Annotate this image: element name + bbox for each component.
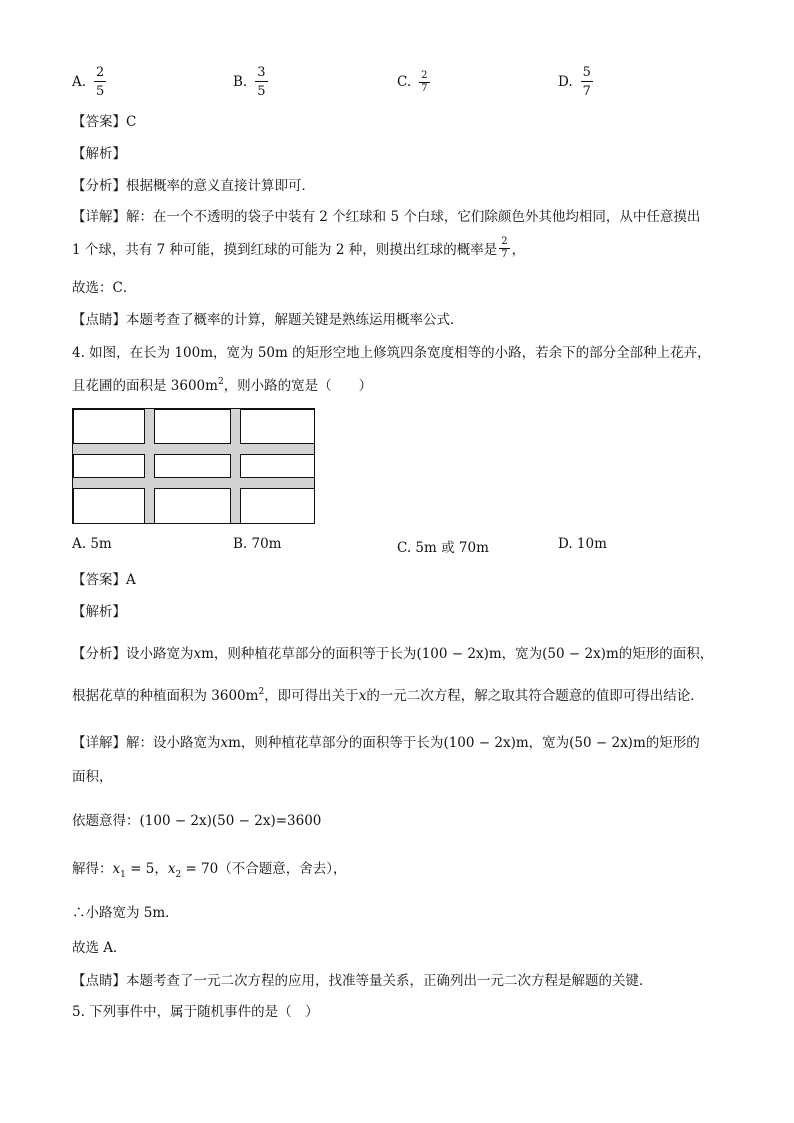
q3-fenxi: 【分析】根据概率的意义直接计算即可． (72, 178, 315, 194)
flower-plot (74, 489, 145, 524)
q3-option-a: A. $\frac{2}{5}$ (72, 65, 105, 99)
horizontal-road-top (73, 444, 314, 454)
q3-option-b: B. $\frac{3}{5}$ (233, 65, 266, 99)
q3-option-d: D. $\frac{5}{7}$ (558, 65, 591, 99)
q4-option-a: A. 5m (72, 536, 112, 552)
flower-plot (241, 489, 315, 524)
q3-option-c: C. $\frac{2}{7}$ (397, 69, 428, 94)
q5-stem: 5. 下列事件中，属于随机事件的是（ ） (72, 1004, 319, 1020)
vertical-road-left (145, 409, 154, 524)
q4-fenxi-line1: 【分析】设小路宽为xm，则种植花草部分的面积等于长为(100 − 2x)m，宽为(50 − 2x)m的矩形的面积， (72, 646, 714, 662)
q3-detail-line1: 【详解】解：在一个不透明的袋子中装有 2 个红球和 5 个白球，它们除颜色外其他均相同，从中任意摸出 (72, 209, 701, 225)
fraction: $\frac{2}{7}$ (501, 235, 508, 260)
q4-detail-line1: 【详解】解：设小路宽为xm，则种植花草部分的面积等于长为(100 − 2x)m，宽为(50 − 2x)m的矩形的 (72, 735, 700, 751)
flower-plot (74, 410, 145, 444)
fraction: $\frac{2}{7}$ (421, 69, 428, 94)
q3-answer: 【答案】C (72, 114, 137, 130)
flower-plot (74, 455, 145, 478)
q4-equation: 依题意得：(100 − 2x)(50 − 2x)=3600 (72, 813, 322, 829)
q4-option-c: C. 5m 或 70m (397, 540, 489, 556)
q4-conclusion: ∴小路宽为 5m． (72, 905, 179, 921)
flower-plot (155, 455, 231, 478)
fraction: $\frac{5}{7}$ (582, 65, 591, 99)
flower-plot (155, 410, 231, 444)
q4-solution: 解得：$x_1 = 5$，$x_2 = 70$（不合题意，舍去）， (72, 861, 347, 880)
q4-choose: 故选 A． (72, 940, 127, 956)
q4-stem-line1: 4. 如图，在长为 100m，宽为 50m 的矩形空地上修筑四条宽度相等的小路，若余下的部分全部种上花卉， (72, 345, 711, 361)
flower-plot (155, 489, 231, 524)
garden-figure (72, 408, 316, 525)
q3-choose: 故选：C． (72, 280, 137, 296)
q4-analysis-heading: 【解析】 (72, 604, 126, 620)
fraction: $\frac{3}{5}$ (257, 65, 266, 99)
vertical-road-right (231, 409, 240, 524)
q3-analysis-heading: 【解析】 (72, 146, 126, 162)
q4-fenxi-line2: 根据花草的种植面积为 $3600m^2$，即可得出关于x的一元二次方程，解之取其符合题意的值即可得出结论． (72, 687, 704, 704)
q4-option-d: D. 10m (558, 536, 607, 552)
q4-comment: 【点睛】本题考查了一元二次方程的应用，找准等量关系，正确列出一元二次方程是解题的关键． (72, 973, 653, 989)
horizontal-road-bottom (73, 478, 314, 488)
q4-answer: 【答案】A (72, 572, 136, 588)
q4-detail-line2: 面积， (72, 769, 113, 785)
fraction: $\frac{2}{5}$ (96, 65, 105, 99)
q3-comment: 【点睛】本题考查了概率的计算，解题关键是熟练运用概率公式． (72, 312, 464, 328)
flower-plot (241, 455, 315, 478)
q4-option-b: B. 70m (233, 536, 282, 552)
q4-stem-line2: 且花圃的面积是 $3600m^2$，则小路的宽是（ ） (72, 377, 373, 394)
q3-detail-line2: 1 个球，共有 7 种可能，摸到红球的可能为 2 种，则摸出红球的概率是 $\frac{2}{7}$ ， (72, 235, 526, 260)
flower-plot (241, 410, 315, 444)
